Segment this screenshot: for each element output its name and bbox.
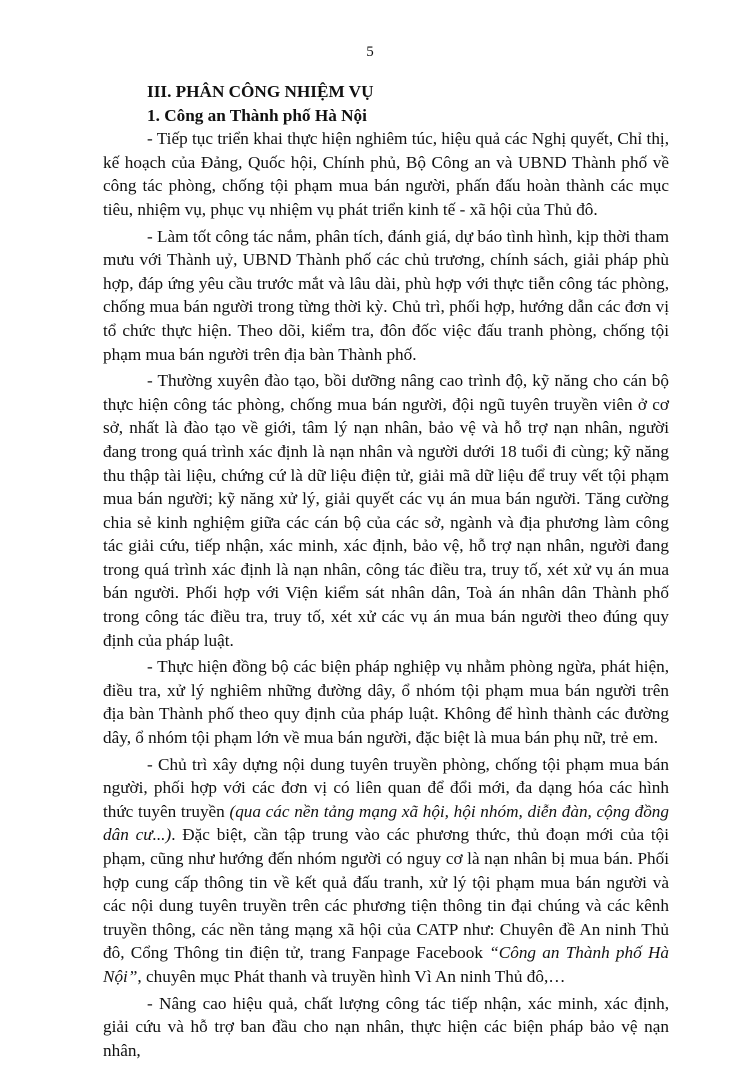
paragraph-5-text-c: , chuyên mục Phát thanh và truyền hình Vì An ninh Thủ đô,… bbox=[137, 966, 566, 986]
paragraph-5-text-a: - Chủ trì xây dựng nội dung tuyên truyền phòng, chống tội phạm mua bán người, phối hợp với các đơn vị có liên quan để đổi mới, đa dạng hóa các hình thức tuyên truyền bbox=[103, 754, 669, 821]
subsection-heading: 1. Công an Thành phố Hà Nội bbox=[147, 105, 367, 125]
paragraph-5-italic-b: “Công an Thành phố Hà Nội” bbox=[103, 943, 669, 986]
paragraph-3: - Thường xuyên đào tạo, bồi dưỡng nâng cao trình độ, kỹ năng cho cán bộ thực hiện công tác phòng, chống mua bán người, đội ngũ tuyên truyền viên ở cơ sở, nhất là đào tạo về giới, tâm lý nạn nhân, bảo vệ và hỗ trợ nạn nhân, người đang trong quá trình xác định là nạn nhân và người dưới 18 tuổi đi cùng; kỹ năng thu thập tài liệu, chứng cứ là dữ liệu điện tử, giải mã dữ liệu để truy vết tội phạm mua bán người; kỹ năng xử lý, giải quyết các vụ án mua bán người. Tăng cường chia sẻ kinh nghiệm giữa các cán bộ của các sở, ngành và địa phương làm công tác giải cứu, tiếp nhận, xác minh, xác định, bảo vệ, hỗ trợ nạn nhân, người đang trong quá trình xác định là nạn nhân, công tác điều tra, truy tố, xét xử vụ án mua bán người. Phối hợp với Viện kiểm sát nhân dân, Toà án nhân dân Thành phố trong công tác điều tra, truy tố, xét xử các vụ án mua bán người theo đúng quy định của pháp luật. bbox=[103, 371, 669, 650]
paragraph-1: - Tiếp tục triển khai thực hiện nghiêm túc, hiệu quả các Nghị quyết, Chỉ thị, kế hoạch của Đảng, Quốc hội, Chính phủ, Bộ Công an và UBND Thành phố về công tác phòng, chống tội phạm mua bán người, phấn đấu hoàn thành các mục tiêu, nhiệm vụ, phục vụ nhiệm vụ phát triển kinh tế - xã hội của Thủ đô. bbox=[103, 129, 669, 219]
page-number: 5 bbox=[366, 44, 374, 60]
paragraph-6: - Nâng cao hiệu quả, chất lượng công tác tiếp nhận, xác minh, xác định, giải cứu và hỗ trợ ban đầu cho nạn nhân, thực hiện các biện pháp bảo vệ nạn nhân, bbox=[103, 993, 669, 1060]
document-body bbox=[103, 80, 669, 1065]
paragraph-5-text-b: . Đặc biệt, cần tập trung vào các phương thức, thủ đoạn mới của tội phạm, cũng như hướng đến nhóm người có nguy cơ là nạn nhân bị mua bán. Phối hợp cung cấp thông tin về kết quả đấu tranh, xử lý tội phạm mua bán người và các nội dung tuyên truyền trên các phương tiện thông tin đại chúng và các kênh truyền thông, các nền tảng mạng xã hội của CATP như: Chuyên đề An ninh Thủ đô, Cổng Thông tin điện tử, trang Fanpage Facebook bbox=[103, 825, 669, 963]
paragraph-5-italic-a: (qua các nền tảng mạng xã hội, hội nhóm, diễn đàn, cộng đồng dân cư...) bbox=[103, 801, 669, 845]
paragraph-5 bbox=[103, 753, 669, 989]
paragraph-4: - Thực hiện đồng bộ các biện pháp nghiệp vụ nhằm phòng ngừa, phát hiện, điều tra, xử lý nghiêm những đường dây, ổ nhóm tội phạm mua bán người trên địa bàn Thành phố theo quy định của pháp luật. Không để hình thành các đường dây, ổ nhóm tội phạm lớn về mua bán người, đặc biệt là mua bán phụ nữ, trẻ em. bbox=[103, 657, 669, 748]
section-heading: III. PHÂN CÔNG NHIỆM VỤ bbox=[147, 82, 374, 101]
paragraph-2: - Làm tốt công tác nắm, phân tích, đánh giá, dự báo tình hình, kịp thời tham mưu với Thành uỷ, UBND Thành phố các chủ trương, chính sách, giải pháp phù hợp, đáp ứng yêu cầu trước mắt và lâu dài, phù hợp với thực tiễn công tác phòng, chống mua bán người trong từng thời kỳ. Chủ trì, phối hợp, hướng dẫn các đơn vị tổ chức thực hiện. Theo dõi, kiểm tra, đôn đốc việc đấu tranh phòng, chống tội phạm mua bán người trên địa bàn Thành phố. bbox=[103, 226, 669, 364]
